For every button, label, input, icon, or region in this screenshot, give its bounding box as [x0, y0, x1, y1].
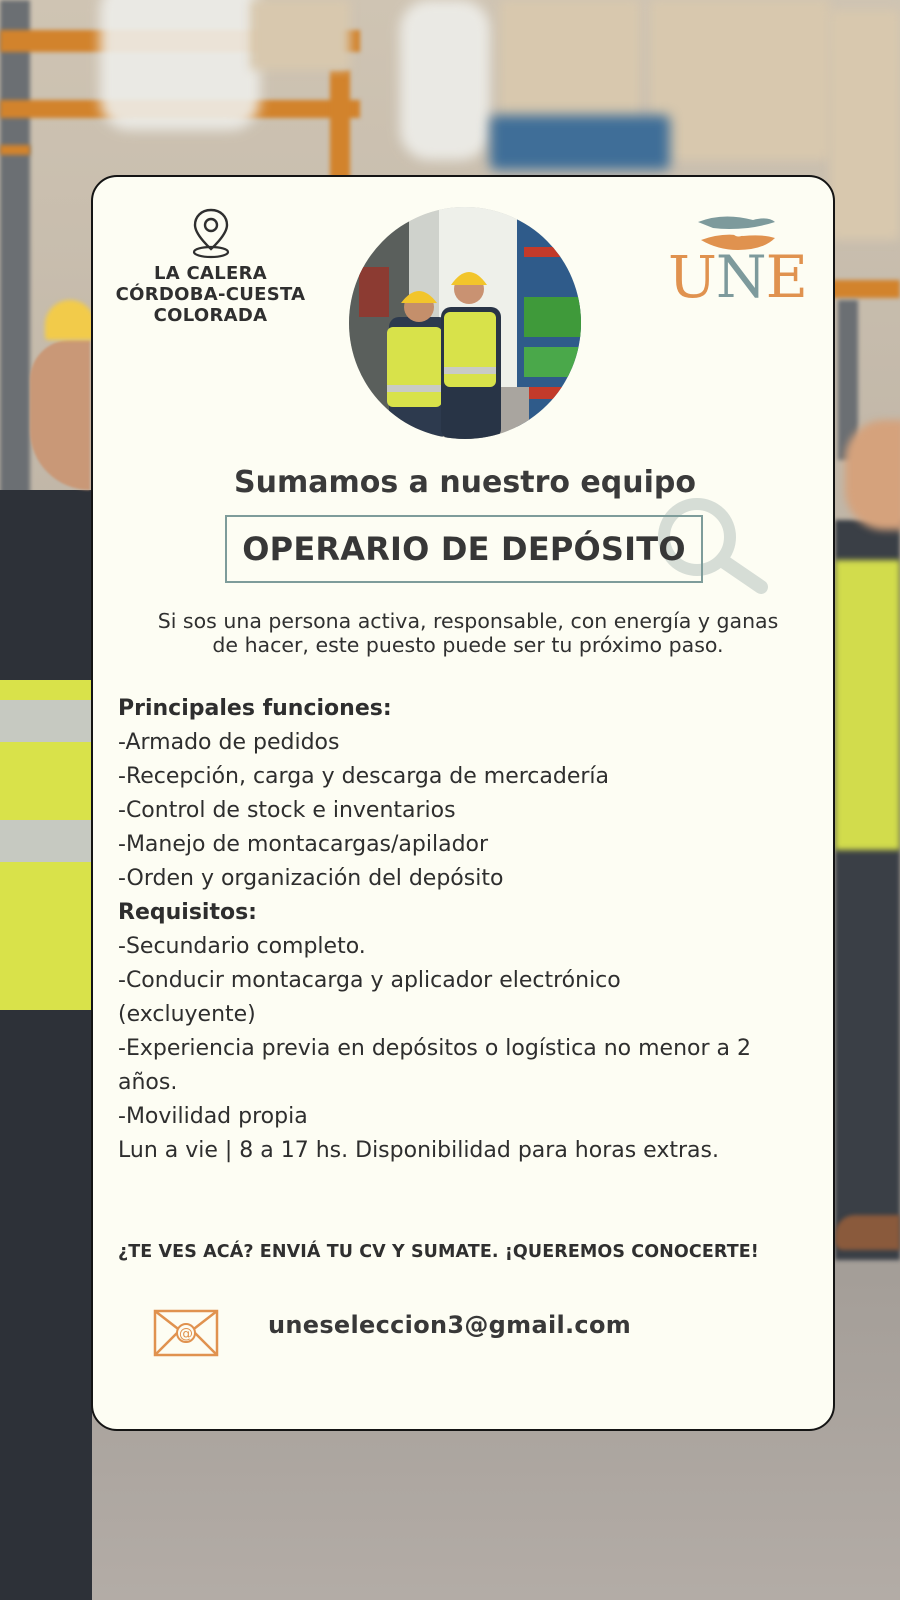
- email-link[interactable]: uneseleccion3@gmail.com: [268, 1311, 632, 1339]
- svg-text:@: @: [179, 1326, 193, 1342]
- intro-text: [123, 609, 813, 657]
- requirement-line: -Conducir montacarga y aplicador electrónico: [118, 968, 621, 993]
- mail-icon: [153, 1309, 219, 1357]
- location-block: [103, 207, 318, 326]
- function-item: -Orden y organización del depósito: [118, 866, 504, 891]
- subheading: Sumamos a nuestro equipo: [234, 465, 696, 500]
- schedule-line: Lun a vie | 8 a 17 hs. Disponibilidad para horas extras.: [118, 1138, 719, 1163]
- intro-line-2: de hacer, este puesto puede ser tu próximo paso.: [212, 633, 724, 657]
- call-to-action: ¿TE VES ACÁ? ENVIÁ TU CV Y SUMATE. ¡QUEREMOS CONOCERTE!: [118, 1242, 759, 1262]
- requirement-line: años.: [118, 1070, 178, 1095]
- function-item: -Recepción, carga y descarga de mercadería: [118, 764, 610, 789]
- requirement-line: -Experiencia previa en depósitos o logística no menor a 2: [118, 1036, 752, 1061]
- functions-heading: Principales funciones:: [118, 696, 392, 721]
- function-item: -Control de stock e inventarios: [118, 798, 456, 823]
- location-pin-icon: [190, 207, 232, 259]
- job-details: [118, 692, 818, 1168]
- requirements-heading: Requisitos:: [118, 900, 257, 925]
- location-line-3: COLORADA: [153, 305, 268, 326]
- job-title-box: [225, 515, 703, 583]
- warehouse-workers-photo: [349, 207, 581, 439]
- location-line-2: CÓRDOBA-CUESTA: [115, 284, 306, 305]
- logo-text: UNE: [668, 243, 807, 311]
- function-item: -Armado de pedidos: [118, 730, 340, 755]
- requirement-line: (excluyente): [118, 1002, 256, 1027]
- requirement-line: -Movilidad propia: [118, 1104, 308, 1129]
- location-line-1: LA CALERA: [153, 263, 268, 284]
- intro-line-1: Si sos una persona activa, responsable, con energía y ganas: [157, 609, 779, 633]
- une-logo: [668, 212, 807, 312]
- job-posting-card: [91, 175, 835, 1431]
- function-item: -Manejo de montacargas/apilador: [118, 832, 489, 857]
- job-title: OPERARIO DE DEPÓSITO: [242, 530, 686, 568]
- requirement-line: -Secundario completo.: [118, 934, 366, 959]
